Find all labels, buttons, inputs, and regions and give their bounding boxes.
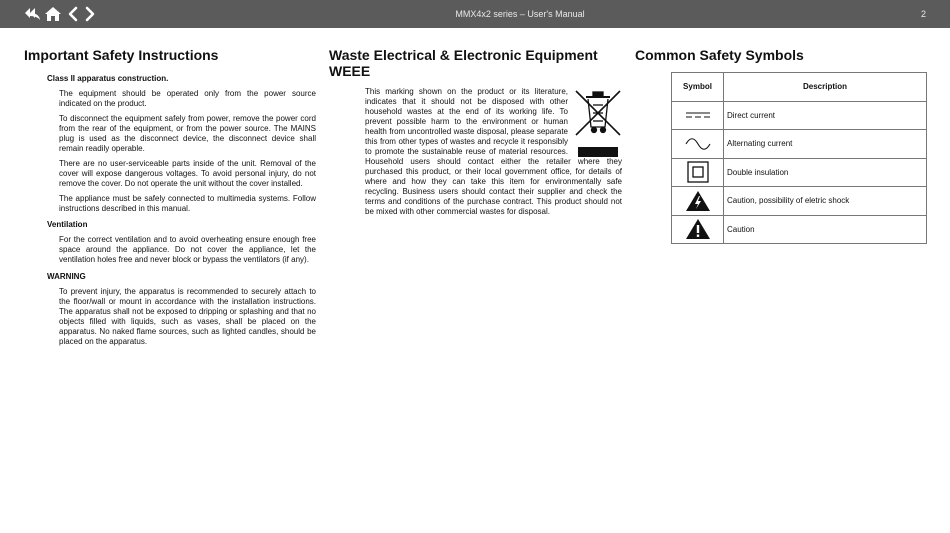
alternating-current-icon [672,130,724,159]
table-row [672,130,927,159]
safety-title: Important Safety Instructions [24,47,219,63]
safety-paragraph: The appliance must be safely connected to multimedia systems. Follow instructions described in this manual. [59,194,316,213]
top-toolbar [0,0,950,28]
weee-subtitle: WEEE [329,63,371,79]
safety-paragraph: There are no user-serviceable parts inside of the unit. Removal of the cover will expose dangerous voltages. To avoid personal injury, do not remove the cover. Do not operate the unit without the cover installed. [59,159,316,188]
weee-paragraph: This marking shown on the product or its literature, indicates that it should not be disposed with other household wastes at the end of its working life. To prevent possible harm to the environment or human health from uncontrolled waste disposal, please separate this from other types of wastes and recycle it responsibly to promote the sustainable reuse of material resources. Household users should contact either the retailer where they purchased this product, or their local government office, for details of where and how they can take this item for environmentally safe recycling. Business users should contact their supplier and check the terms and conditions of the purchase contract. This product should not be mixed with other commercial wastes for disposal. [365,87,622,216]
safety-paragraph: To disconnect the equipment safely from power, remove the power cord from the rear of the equipment, or from the power source. The MAINS plug is used as the disconnect device, the disconnect device shall remain readily operable. [59,114,316,153]
symbol-description: Double insulation [724,158,927,187]
weee-title: Waste Electrical & Electronic Equipment [329,47,598,63]
double-insulation-icon [672,158,724,187]
class-ii-heading: Class II apparatus construction. [47,74,169,83]
table-row [672,215,927,244]
document-title: MMX4x2 series – User's Manual [455,9,585,19]
description-column-header: Description [724,73,927,102]
symbol-description: Direct current [724,101,927,130]
weee-section [329,44,622,216]
crossed-bin-icon [574,89,622,157]
table-row [672,101,927,130]
symbols-title: Common Safety Symbols [635,47,804,63]
table-row [672,158,927,187]
page-number: 2 [920,9,926,19]
caution-icon [672,215,724,244]
symbol-description: Caution, possibility of eletric shock [724,187,927,216]
electric-shock-warning-icon [672,187,724,216]
ventilation-paragraph: For the correct ventilation and to avoid overheating ensure enough free space around the appliance. Do not cover the appliance, let the ventilation holes free and never block or bypass the ventilators (if any). [59,235,316,264]
symbol-description: Alternating current [724,130,927,159]
safety-instructions-section [24,44,316,347]
table-header-row [672,73,927,102]
warning-paragraph: To prevent injury, the apparatus is recommended to securely attach to the floor/wall or mount in accordance with the installation instructions. The apparatus shall not be exposed to dripping or splashing and that no objects filled with liquids, such as vases, shall be placed on the apparatus. No naked flame sources, such as lighted candles, should be placed on the apparatus. [59,287,316,346]
symbol-description: Caution [724,215,927,244]
symbols-table [671,72,927,244]
symbol-column-header: Symbol [672,73,724,102]
ventilation-heading: Ventilation [47,220,88,229]
safety-symbols-section [635,44,927,234]
safety-paragraph: The equipment should be operated only from the power source indicated on the product. [59,89,316,108]
direct-current-icon [672,101,724,130]
warning-heading: WARNING [47,272,86,281]
table-row [672,187,927,216]
